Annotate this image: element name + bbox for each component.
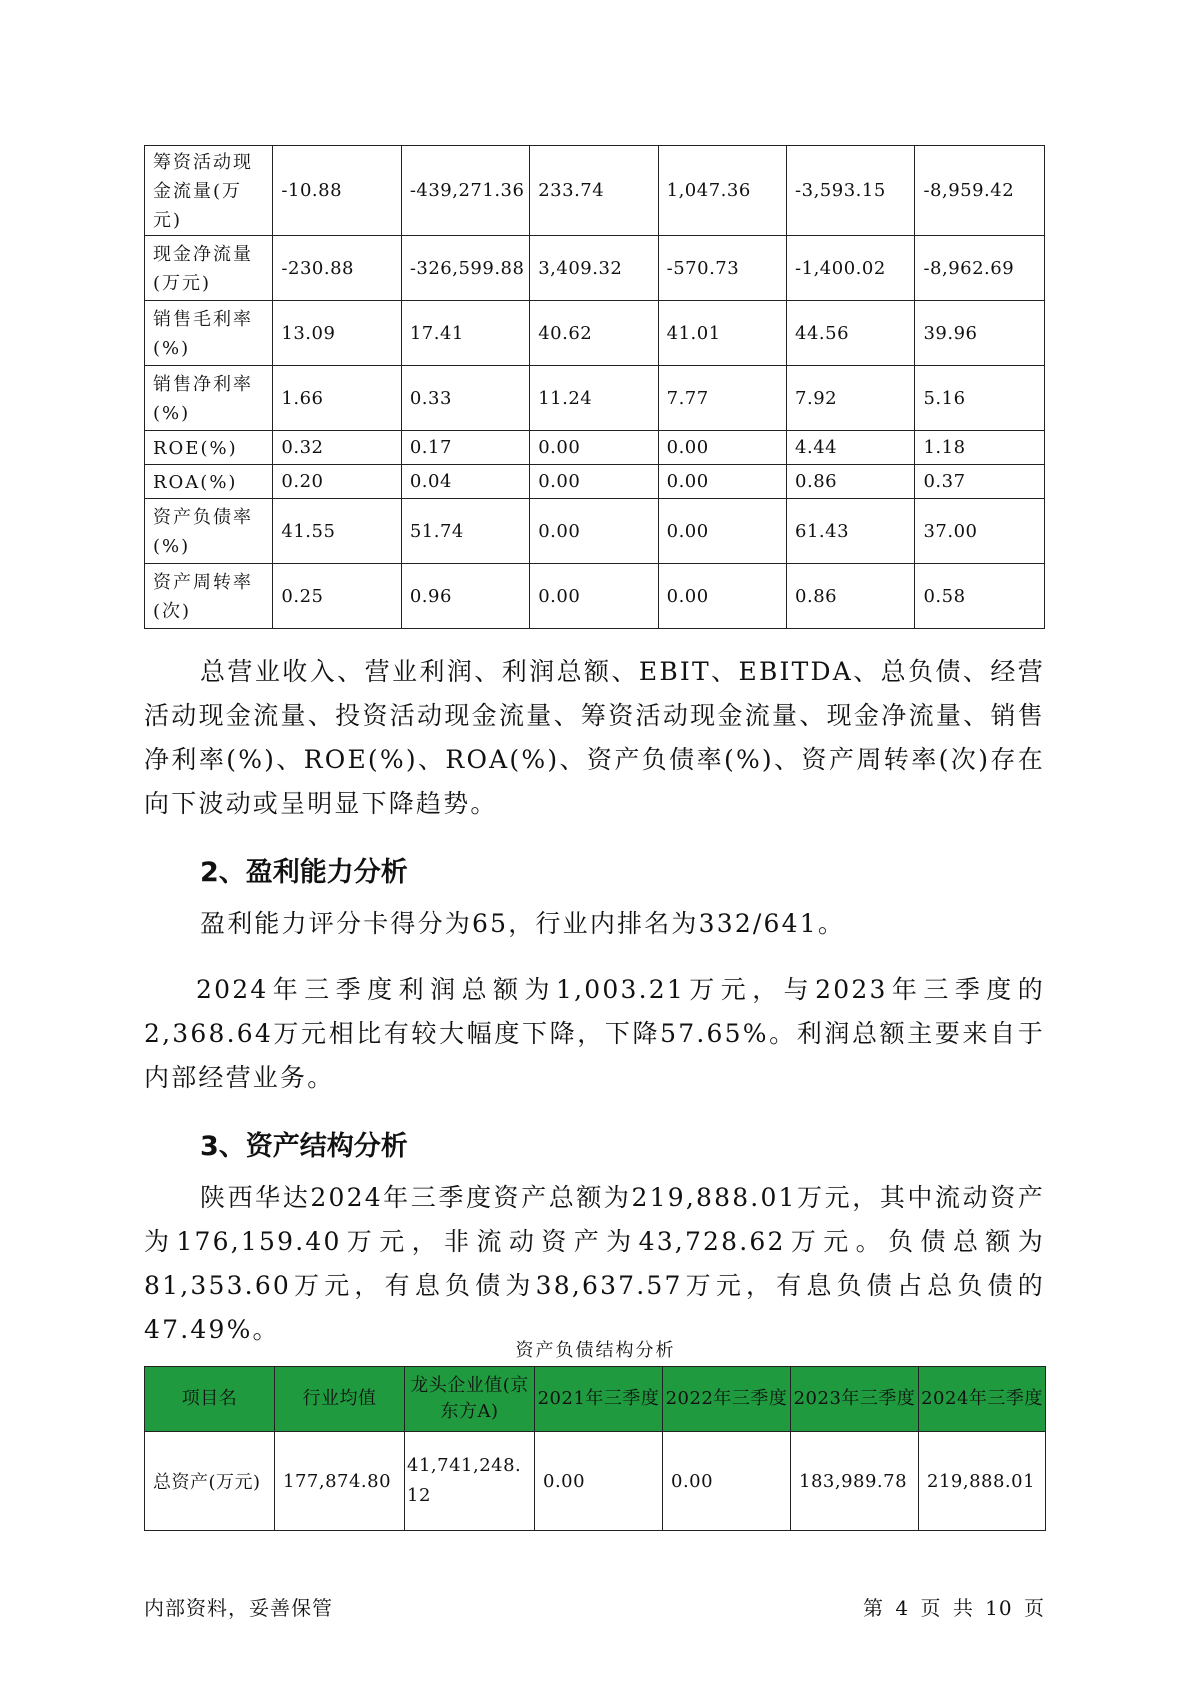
table-cell: 0.37 bbox=[915, 465, 1045, 499]
column-header: 项目名 bbox=[145, 1367, 275, 1432]
table-row bbox=[145, 431, 1045, 465]
table-cell: 0.00 bbox=[530, 431, 658, 465]
table-cell: 0.00 bbox=[530, 465, 658, 499]
table-cell: 0.00 bbox=[530, 564, 658, 629]
row-label: 资产负债率(%) bbox=[145, 499, 273, 564]
table-cell: -570.73 bbox=[658, 236, 786, 301]
table-row bbox=[145, 301, 1045, 366]
table-cell: -439,271.36 bbox=[401, 146, 529, 236]
table-cell: -1,400.02 bbox=[787, 236, 915, 301]
table-cell: 7.92 bbox=[787, 366, 915, 431]
table-cell: 0.00 bbox=[530, 499, 658, 564]
table-cell: 5.16 bbox=[915, 366, 1045, 431]
table-cell: 0.17 bbox=[401, 431, 529, 465]
table-row bbox=[145, 1432, 1046, 1531]
table-row bbox=[145, 366, 1045, 431]
footer-confidential-note: 内部资料，妥善保管 bbox=[144, 1596, 333, 1620]
table-cell: 0.32 bbox=[273, 431, 401, 465]
table-cell: 1.18 bbox=[915, 431, 1045, 465]
table-row bbox=[145, 564, 1045, 629]
asset-structure-paragraph: 陕西华达2024年三季度资产总额为219,888.01万元，其中流动资产为176,159.40万元，非流动资产为43,728.62万元。负债总额为81,353.60万元，有息负债为38,637.57万元，有息负债占总负债的47.49%。 bbox=[144, 1183, 1045, 1344]
row-label: 总资产(万元) bbox=[145, 1432, 275, 1531]
table-row bbox=[145, 146, 1045, 236]
table-cell: -326,599.88 bbox=[401, 236, 529, 301]
table-cell: -8,959.42 bbox=[915, 146, 1045, 236]
column-header: 2024年三季度 bbox=[919, 1367, 1046, 1432]
table-cell: 183,989.78 bbox=[791, 1432, 919, 1531]
table-cell: 4.44 bbox=[787, 431, 915, 465]
table-cell: 13.09 bbox=[273, 301, 401, 366]
column-header: 2021年三季度 bbox=[535, 1367, 663, 1432]
row-label: ROA(%) bbox=[145, 465, 273, 499]
row-label: 销售毛利率(%) bbox=[145, 301, 273, 366]
table-cell: 1,047.36 bbox=[658, 146, 786, 236]
table-cell: 11.24 bbox=[530, 366, 658, 431]
table-cell: 41.55 bbox=[273, 499, 401, 564]
table-cell: 177,874.80 bbox=[275, 1432, 405, 1531]
section-heading-asset-structure: 3、资产结构分析 bbox=[200, 1131, 408, 1162]
table-cell: -10.88 bbox=[273, 146, 401, 236]
table-cell: 0.86 bbox=[787, 564, 915, 629]
table-cell: 0.96 bbox=[401, 564, 529, 629]
table-row bbox=[145, 236, 1045, 301]
table-cell: 0.04 bbox=[401, 465, 529, 499]
table-row bbox=[145, 499, 1045, 564]
table-cell: 17.41 bbox=[401, 301, 529, 366]
table-cell: 44.56 bbox=[787, 301, 915, 366]
table-cell: 0.20 bbox=[273, 465, 401, 499]
table-cell: -230.88 bbox=[273, 236, 401, 301]
table-cell: 41.01 bbox=[658, 301, 786, 366]
table-cell: 219,888.01 bbox=[919, 1432, 1046, 1531]
column-header: 2022年三季度 bbox=[663, 1367, 791, 1432]
table-cell: 0.00 bbox=[535, 1432, 663, 1531]
balance-structure-table bbox=[144, 1366, 1046, 1531]
table-cell: 0.58 bbox=[915, 564, 1045, 629]
profitability-score-paragraph: 盈利能力评分卡得分为65，行业内排名为332/641。 bbox=[200, 909, 846, 938]
table-cell: 0.00 bbox=[658, 465, 786, 499]
table-cell: 39.96 bbox=[915, 301, 1045, 366]
table-cell: 0.25 bbox=[273, 564, 401, 629]
table-cell: 41,741,248.12 bbox=[405, 1432, 535, 1531]
column-header: 行业均值 bbox=[275, 1367, 405, 1432]
table-header-row bbox=[145, 1367, 1046, 1432]
summary-paragraph: 总营业收入、营业利润、利润总额、EBIT、EBITDA、总负债、经营活动现金流量、投资活动现金流量、筹资活动现金流量、现金净流量、销售净利率(%)、ROE(%)、ROA(%)、资产负债率(%)、资产周转率(次)存在向下波动或呈明显下降趋势。 bbox=[144, 657, 1045, 818]
table-cell: 37.00 bbox=[915, 499, 1045, 564]
table-cell: -8,962.69 bbox=[915, 236, 1045, 301]
section-heading-profitability: 2、盈利能力分析 bbox=[200, 857, 408, 888]
table-cell: 40.62 bbox=[530, 301, 658, 366]
table-cell: 0.86 bbox=[787, 465, 915, 499]
table-cell: 3,409.32 bbox=[530, 236, 658, 301]
footer-page-number: 第 4 页 共 10 页 bbox=[863, 1596, 1045, 1620]
table-row bbox=[145, 465, 1045, 499]
column-header: 2023年三季度 bbox=[791, 1367, 919, 1432]
profit-total-paragraph: 2024年三季度利润总额为1,003.21万元，与2023年三季度的2,368.64万元相比有较大幅度下降，下降57.65%。利润总额主要来自于内部经营业务。 bbox=[144, 975, 1045, 1092]
table-cell: 1.66 bbox=[273, 366, 401, 431]
table-cell: 0.00 bbox=[663, 1432, 791, 1531]
row-label: ROE(%) bbox=[145, 431, 273, 465]
row-label: 资产周转率(次) bbox=[145, 564, 273, 629]
table-cell: 0.00 bbox=[658, 431, 786, 465]
row-label: 现金净流量(万元) bbox=[145, 236, 273, 301]
table-cell: 0.33 bbox=[401, 366, 529, 431]
table-cell: 233.74 bbox=[530, 146, 658, 236]
table-cell: -3,593.15 bbox=[787, 146, 915, 236]
table-caption: 资产负债结构分析 bbox=[515, 1340, 676, 1361]
table-cell: 61.43 bbox=[787, 499, 915, 564]
financial-metrics-table bbox=[144, 145, 1045, 629]
table-cell: 51.74 bbox=[401, 499, 529, 564]
row-label: 筹资活动现金流量(万元) bbox=[145, 146, 273, 236]
table-cell: 0.00 bbox=[658, 564, 786, 629]
table-cell: 0.00 bbox=[658, 499, 786, 564]
column-header: 龙头企业值(京东方A) bbox=[405, 1367, 535, 1432]
row-label: 销售净利率(%) bbox=[145, 366, 273, 431]
table-cell: 7.77 bbox=[658, 366, 786, 431]
